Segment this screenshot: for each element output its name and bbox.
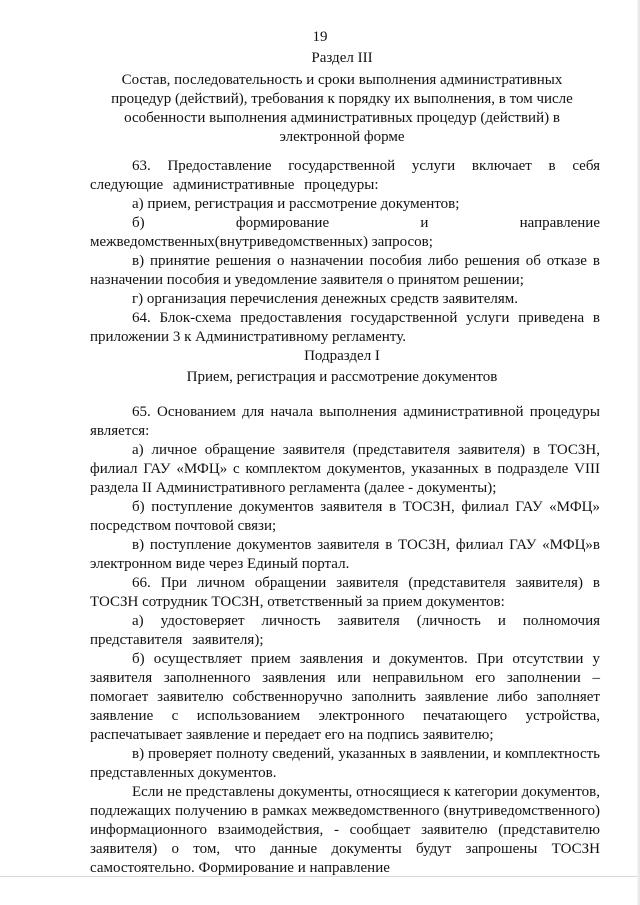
scan-bottom-edge: [0, 876, 640, 877]
section-title-line: электронной форме: [279, 129, 405, 145]
section-title-line: особенности выполнения административных процедур (действий) в: [124, 110, 560, 126]
basis-v: в) поступление документов заявителя в ТОСЗН, филиал ГАУ «МФЦ»в электронном виде через Единый портал.: [90, 537, 600, 572]
subsection-heading: Подраздел I: [304, 348, 380, 364]
paragraph-66: 66. При личном обращении заявителя (представителя заявителя) в ТОСЗН сотрудник ТОСЗН, ответственный за прием документов:: [90, 575, 600, 610]
procedure-a: а) прием, регистрация и рассмотрение документов;: [132, 196, 460, 212]
procedure-g: г) организация перечисления денежных средств заявителям.: [132, 291, 519, 307]
procedures-list: [90, 157, 600, 347]
procedure-v: в) принятие решения о назначении пособия либо решения об отказе в назначении пособия и уведомление заявителя о принятом решении;: [90, 253, 600, 288]
action-b: б) осуществляет прием заявления и документов. При отсутствии у заявителя заполненного заявления или неправильном его заполнении – помогает заявителю собственноручно заполнить заявление либо заполняет заявление с использованием электронного печатающего устройства, распечатывает заявление и передает его на подпись заявителю;: [90, 651, 600, 743]
paragraph-65: 65. Основанием для начала выполнения административной процедуры является:: [90, 404, 600, 439]
subsection-title: Прием, регистрация и рассмотрение документов: [186, 369, 498, 385]
section-header: [96, 49, 588, 147]
procedure-b: б) формирование и направление межведомственных(внутриведомственных) запросов;: [90, 215, 600, 250]
action-v: в) проверяет полноту сведений, указанных в заявлении, и комплектность представленных документов.: [90, 746, 600, 781]
basis-b: б) поступление документов заявителя в ТОСЗН, филиал ГАУ «МФЦ» посредством почтовой связи;: [90, 499, 600, 534]
basis-a: а) личное обращение заявителя (представителя заявителя) в ТОСЗН, филиал ГАУ «МФЦ» с комплектом документов, указанных в подразделе VIII раздела II Административного регламента (далее - документы);: [90, 442, 600, 496]
subsection-header: [96, 347, 588, 387]
section-heading: Раздел III: [311, 50, 373, 66]
paragraph-63: 63. Предоставление государственной услуги включает в себя следующие административные процедуры:: [90, 158, 600, 193]
paragraph-64: 64. Блок-схема предоставления государственной услуги приведена в приложении 3 к Административному регламенту.: [90, 310, 600, 345]
action-a: а) удостоверяет личность заявителя (личность и полномочия представителя заявителя);: [90, 613, 600, 648]
section-title-line: процедур (действий), требования к порядку их выполнения, в том числе: [111, 91, 573, 107]
page-number: 19: [312, 29, 328, 45]
procedure-description: [90, 403, 600, 878]
missing-documents-paragraph: Если не представлены документы, относящиеся к категории документов, подлежащих получению в рамках межведомственного (внутриведомственного) информационного взаимодействия, - сообщает заявителю (представителю заявителя) о том, что данные документы будут запрошены ТОСЗН самостоятельно. Формирование и направление: [90, 784, 600, 876]
section-title-line: Состав, последовательность и сроки выполнения административных: [121, 72, 563, 88]
